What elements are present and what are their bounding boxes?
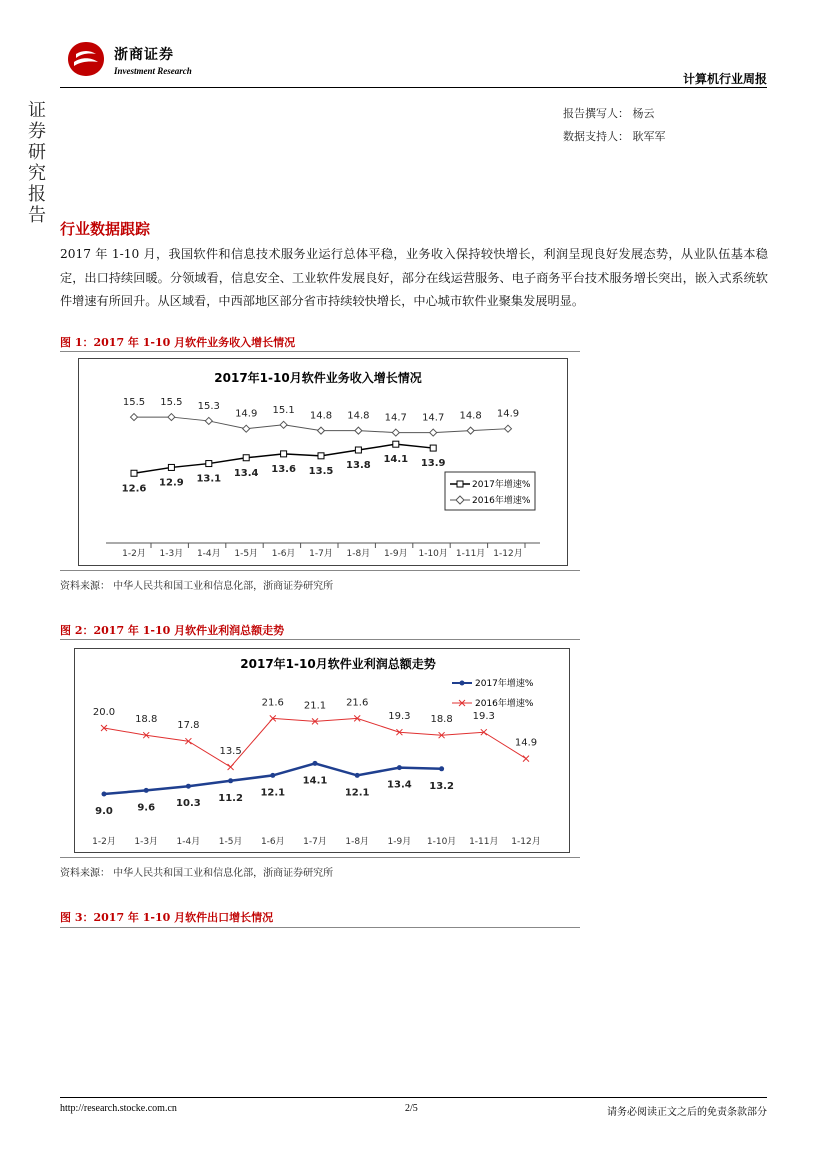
x-tick-label: 1-12月 (511, 837, 541, 847)
series-marker (439, 766, 444, 771)
author-line: 报告撰写人： 杨云 (563, 107, 655, 120)
data-label: 21.6 (261, 697, 284, 709)
series-marker (243, 455, 249, 461)
data-label: 18.8 (135, 714, 158, 726)
brand-name-english: Investment Research (114, 66, 192, 76)
x-tick-label: 1-7月 (309, 549, 333, 559)
x-tick-label: 1-3月 (134, 837, 159, 847)
figure-1-source: 资料来源： 中华人民共和国工业和信息化部，浙商证券研究所 (60, 581, 334, 592)
data-label: 14.8 (459, 410, 482, 422)
chart-1-frame (79, 359, 568, 566)
data-label: 12.6 (121, 483, 147, 495)
data-label: 9.6 (137, 802, 156, 814)
data-label: 21.1 (303, 700, 327, 712)
brand-name: 浙商证券 (114, 47, 174, 63)
data-label: 13.5 (308, 465, 334, 477)
x-tick-label: 1-6月 (260, 837, 285, 847)
data-label: 11.2 (218, 792, 243, 804)
figure-1-top-rule (60, 351, 580, 352)
data-label: 13.9 (420, 458, 446, 470)
series-marker (270, 773, 275, 778)
data-label: 14.8 (347, 410, 370, 422)
data-label: 13.6 (271, 463, 296, 475)
series-marker (281, 451, 287, 457)
data-label: 13.4 (387, 779, 412, 791)
side-label: 证 券 研 究 报 告 (28, 100, 46, 226)
chart-2-title: 2017年1-10月软件业利润总额走势 (240, 657, 436, 671)
report-type: 计算机行业周报 (682, 72, 767, 86)
series-marker (131, 470, 137, 476)
data-label: 13.1 (196, 473, 222, 485)
data-label: 9.0 (95, 806, 113, 817)
x-tick-label: 1-10月 (418, 549, 448, 559)
x-tick-label: 1-9月 (383, 549, 408, 559)
legend-2016-label: 2016年增速% (472, 496, 531, 506)
data-label: 15.3 (197, 400, 220, 412)
series-marker (186, 784, 191, 789)
figure-3-caption: 图 3：2017 年 1-10 月软件出口增长情况 (60, 911, 274, 924)
data-label: 14.9 (514, 737, 538, 749)
data-label: 14.1 (383, 454, 409, 466)
data-label: 12.9 (159, 477, 184, 489)
chart-1 (78, 358, 568, 566)
section-title: 行业数据跟踪 (60, 220, 151, 238)
data-label: 18.8 (430, 714, 453, 726)
legend-2017-marker (457, 481, 463, 487)
data-label: 14.1 (302, 775, 328, 787)
chart-1-legend (445, 472, 535, 510)
brand-logo-icon (66, 40, 106, 78)
page-number: 2/5 (405, 1103, 418, 1114)
chart-2 (74, 648, 570, 853)
x-tick-label: 1-4月 (176, 837, 201, 847)
support-line: 数据支持人： 耿军军 (563, 130, 666, 143)
series-marker (397, 765, 402, 770)
figure-2-top-rule (60, 639, 580, 640)
x-tick-label: 1-2月 (122, 549, 146, 559)
series-marker (168, 464, 174, 470)
footer-divider (60, 1097, 767, 1098)
x-tick-label: 1-2月 (92, 837, 116, 847)
x-tick-label: 1-12月 (493, 549, 523, 559)
data-label: 12.1 (260, 787, 286, 799)
series-marker (355, 447, 361, 453)
x-tick-label: 1-7月 (303, 837, 327, 847)
data-label: 20.0 (92, 707, 116, 718)
data-label: 15.5 (122, 397, 146, 409)
data-label: 12.1 (344, 787, 370, 799)
data-label: 19.3 (472, 711, 495, 723)
x-tick-label: 1-11月 (469, 837, 499, 847)
data-label: 21.6 (346, 697, 369, 709)
series-marker (313, 761, 318, 766)
data-label: 14.9 (496, 408, 520, 420)
series-marker (355, 773, 360, 778)
figure-3-top-rule (60, 927, 580, 928)
data-label: 13.5 (219, 746, 242, 757)
figure-2-source: 资料来源： 中华人民共和国工业和信息化部，浙商证券研究所 (60, 868, 334, 879)
data-label: 15.5 (160, 397, 183, 409)
data-label: 13.8 (346, 460, 371, 471)
data-label: 14.9 (235, 408, 258, 420)
chart-1-title: 2017年1-10月软件业务收入增长情况 (214, 371, 422, 385)
x-tick-label: 1-10月 (426, 837, 457, 847)
x-tick-label: 1-5月 (218, 837, 243, 847)
series-marker (144, 788, 149, 793)
data-label: 13.2 (429, 780, 454, 792)
x-tick-label: 1-4月 (196, 549, 221, 559)
series-marker (393, 441, 399, 447)
series-marker (102, 792, 107, 797)
legend-2017-label: 2017年增速% (472, 480, 531, 490)
figure-2-bottom-rule (60, 857, 580, 858)
header-divider (60, 87, 767, 88)
series-marker (228, 778, 233, 783)
data-label: 14.8 (309, 410, 333, 422)
data-label: 17.8 (177, 720, 200, 732)
x-tick-label: 1-9月 (387, 837, 412, 847)
x-tick-label: 1-11月 (455, 549, 486, 559)
x-tick-label: 1-3月 (159, 549, 184, 559)
body-paragraph: 2017 年 1-10 月，我国软件和信息技术服务业运行总体平稳，业务收入保持较快增长，利润呈现良好发展态势，从业队伍基本稳定，出口持续回暖。分领域看，信息安全、工业软件发展良好，部分在线运营服务、电子商务平台技术服务增长突出，嵌入式系统软件增速有所回升。从区域看，中西部地区部分省市持续较快增长，中心城市软件业聚集发展明显。 (60, 247, 768, 308)
x-tick-label: 1-5月 (234, 549, 259, 559)
legend-2016-label: 2016年增速% (475, 699, 534, 709)
legend-2017-marker (460, 681, 465, 686)
x-tick-label: 1-8月 (346, 549, 371, 559)
data-label: 13.4 (233, 467, 259, 479)
figure-1-bottom-rule (60, 570, 580, 571)
data-label: 15.1 (272, 404, 295, 416)
data-label: 14.7 (384, 412, 407, 424)
figure-1-caption: 图 1：2017 年 1-10 月软件业务收入增长情况 (60, 336, 296, 349)
series-marker (318, 453, 324, 459)
data-label: 14.7 (422, 412, 445, 424)
figure-2-caption: 图 2：2017 年 1-10 月软件业利润总额走势 (60, 624, 285, 637)
data-label: 10.3 (176, 798, 201, 810)
series-marker (430, 445, 436, 451)
x-tick-label: 1-8月 (345, 837, 370, 847)
data-label: 19.3 (388, 711, 411, 723)
x-tick-label: 1-6月 (271, 549, 296, 559)
series-marker (206, 461, 212, 467)
footer-url[interactable]: http://research.stocke.com.cn (60, 1103, 177, 1114)
footer-disclaimer: 请务必阅读正文之后的免责条款部分 (607, 1107, 767, 1118)
legend-2017-label: 2017年增速% (475, 679, 534, 689)
